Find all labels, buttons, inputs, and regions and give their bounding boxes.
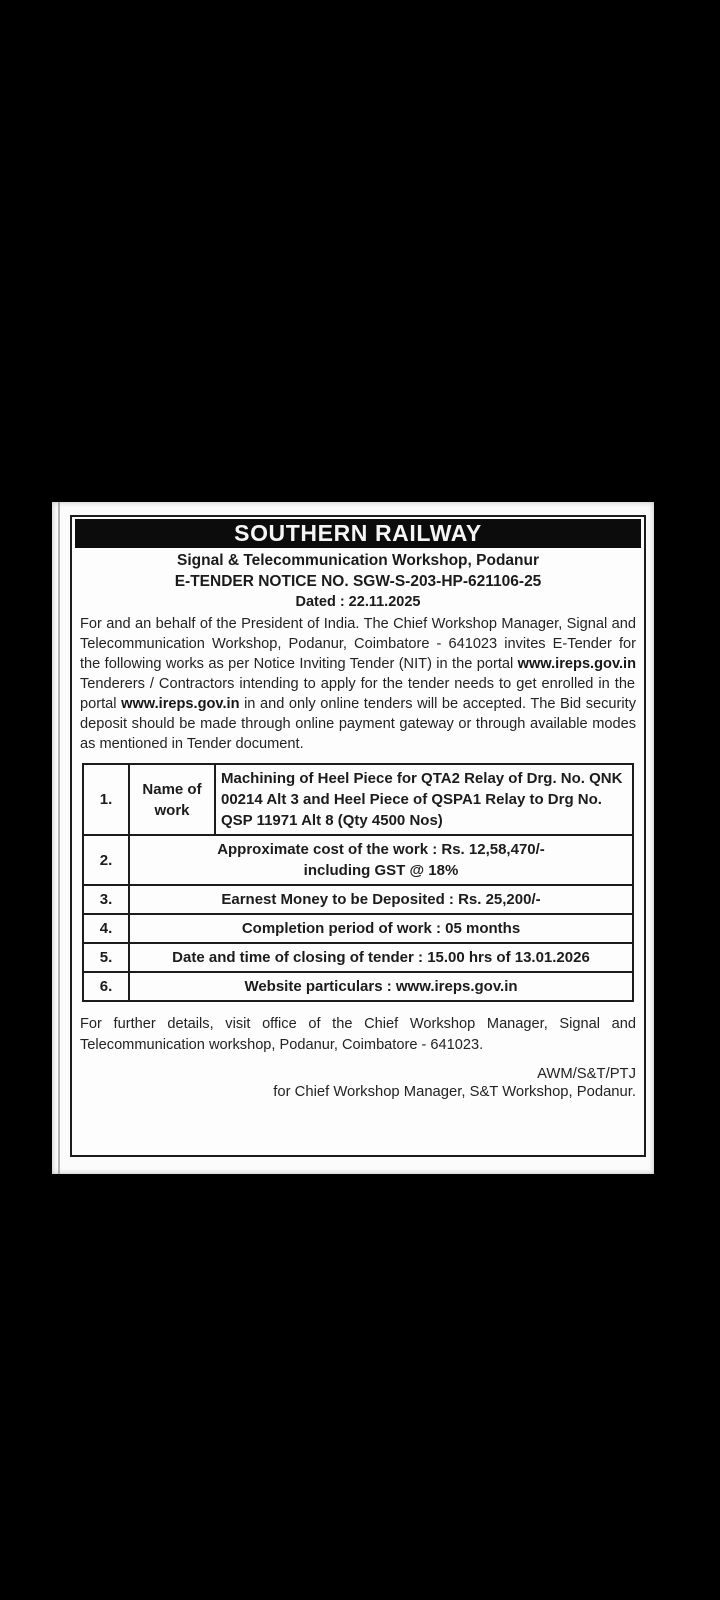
table-row [83, 914, 633, 943]
table-row [83, 972, 633, 1001]
table-row [83, 835, 633, 885]
approximate-cost-line1: Approximate cost of the work : Rs. 12,58,470/- [217, 841, 545, 858]
workshop-subtitle: Signal & Telecommunication Workshop, Podanur [177, 552, 539, 569]
name-of-work-label: Name of work [129, 764, 215, 835]
approximate-cost-cell [129, 835, 633, 885]
approximate-cost-line2: including GST @ 18% [303, 862, 459, 879]
completion-period-cell: Completion period of work : 05 months [129, 914, 633, 943]
scanned-page [52, 502, 654, 1174]
notice-intro-paragraph [80, 614, 636, 754]
intro-text-3: in and only online tenders will be accepted. The Bid security deposit should be made through online payment gateway or through available modes as mentioned in Tender document. [80, 696, 637, 752]
notice-title-bar [75, 519, 641, 548]
serial-cell: 6. [83, 972, 129, 1001]
earnest-money-cell: Earnest Money to be Deposited : Rs. 25,200/- [129, 885, 633, 914]
portal-url-1: www.ireps.gov.in [517, 656, 636, 672]
tender-notice-number: E-TENDER NOTICE NO. SGW-S-203-HP-621106-25 [174, 573, 542, 590]
closing-date-cell: Date and time of closing of tender : 15.00 hrs of 13.01.2026 [129, 943, 633, 972]
intro-text-2: Tenderers / Contractors intending to apply for the tender needs to get enrolled in the portal [80, 676, 636, 712]
serial-cell: 3. [83, 885, 129, 914]
footer-note: For further details, visit office of the Chief Workshop Manager, Signal and Telecommunication workshop, Podanur, Coimbatore - 641023. [80, 1016, 636, 1053]
table-row [83, 943, 633, 972]
table-row [83, 885, 633, 914]
serial-cell: 2. [83, 835, 129, 885]
serial-cell: 4. [83, 914, 129, 943]
portal-url-2: www.ireps.gov.in [121, 696, 240, 712]
serial-cell: 1. [83, 764, 129, 835]
website-particulars-cell: Website particulars : www.ireps.gov.in [129, 972, 633, 1001]
scan-edge-line [58, 502, 60, 1174]
work-description: Machining of Heel Piece for QTA2 Relay of Drg. No. QNK 00214 Alt 3 and Heel Piece of QSPA1 Relay to Drg No. QSP 11971 Alt 8 (Qty 4500 Nos) [215, 764, 633, 835]
signature-line: for Chief Workshop Manager, S&T Workshop, Podanur. [273, 1084, 636, 1100]
tender-details-table [82, 763, 634, 1002]
signature-designation: AWM/S&T/PTJ [537, 1066, 636, 1082]
serial-cell: 5. [83, 943, 129, 972]
intro-text-1: For and an behalf of the President of India. The Chief Workshop Manager, Signal and Telecommunication Workshop, Podanur, Coimbatore - 641023 invites E-Tender for the following works as per Notice Inviting Tender (NIT) in the portal [80, 616, 636, 672]
tender-notice [70, 515, 646, 1157]
table-row [83, 764, 633, 835]
notice-title: SOUTHERN RAILWAY [234, 520, 482, 546]
tender-date: Dated : 22.11.2025 [295, 594, 421, 610]
